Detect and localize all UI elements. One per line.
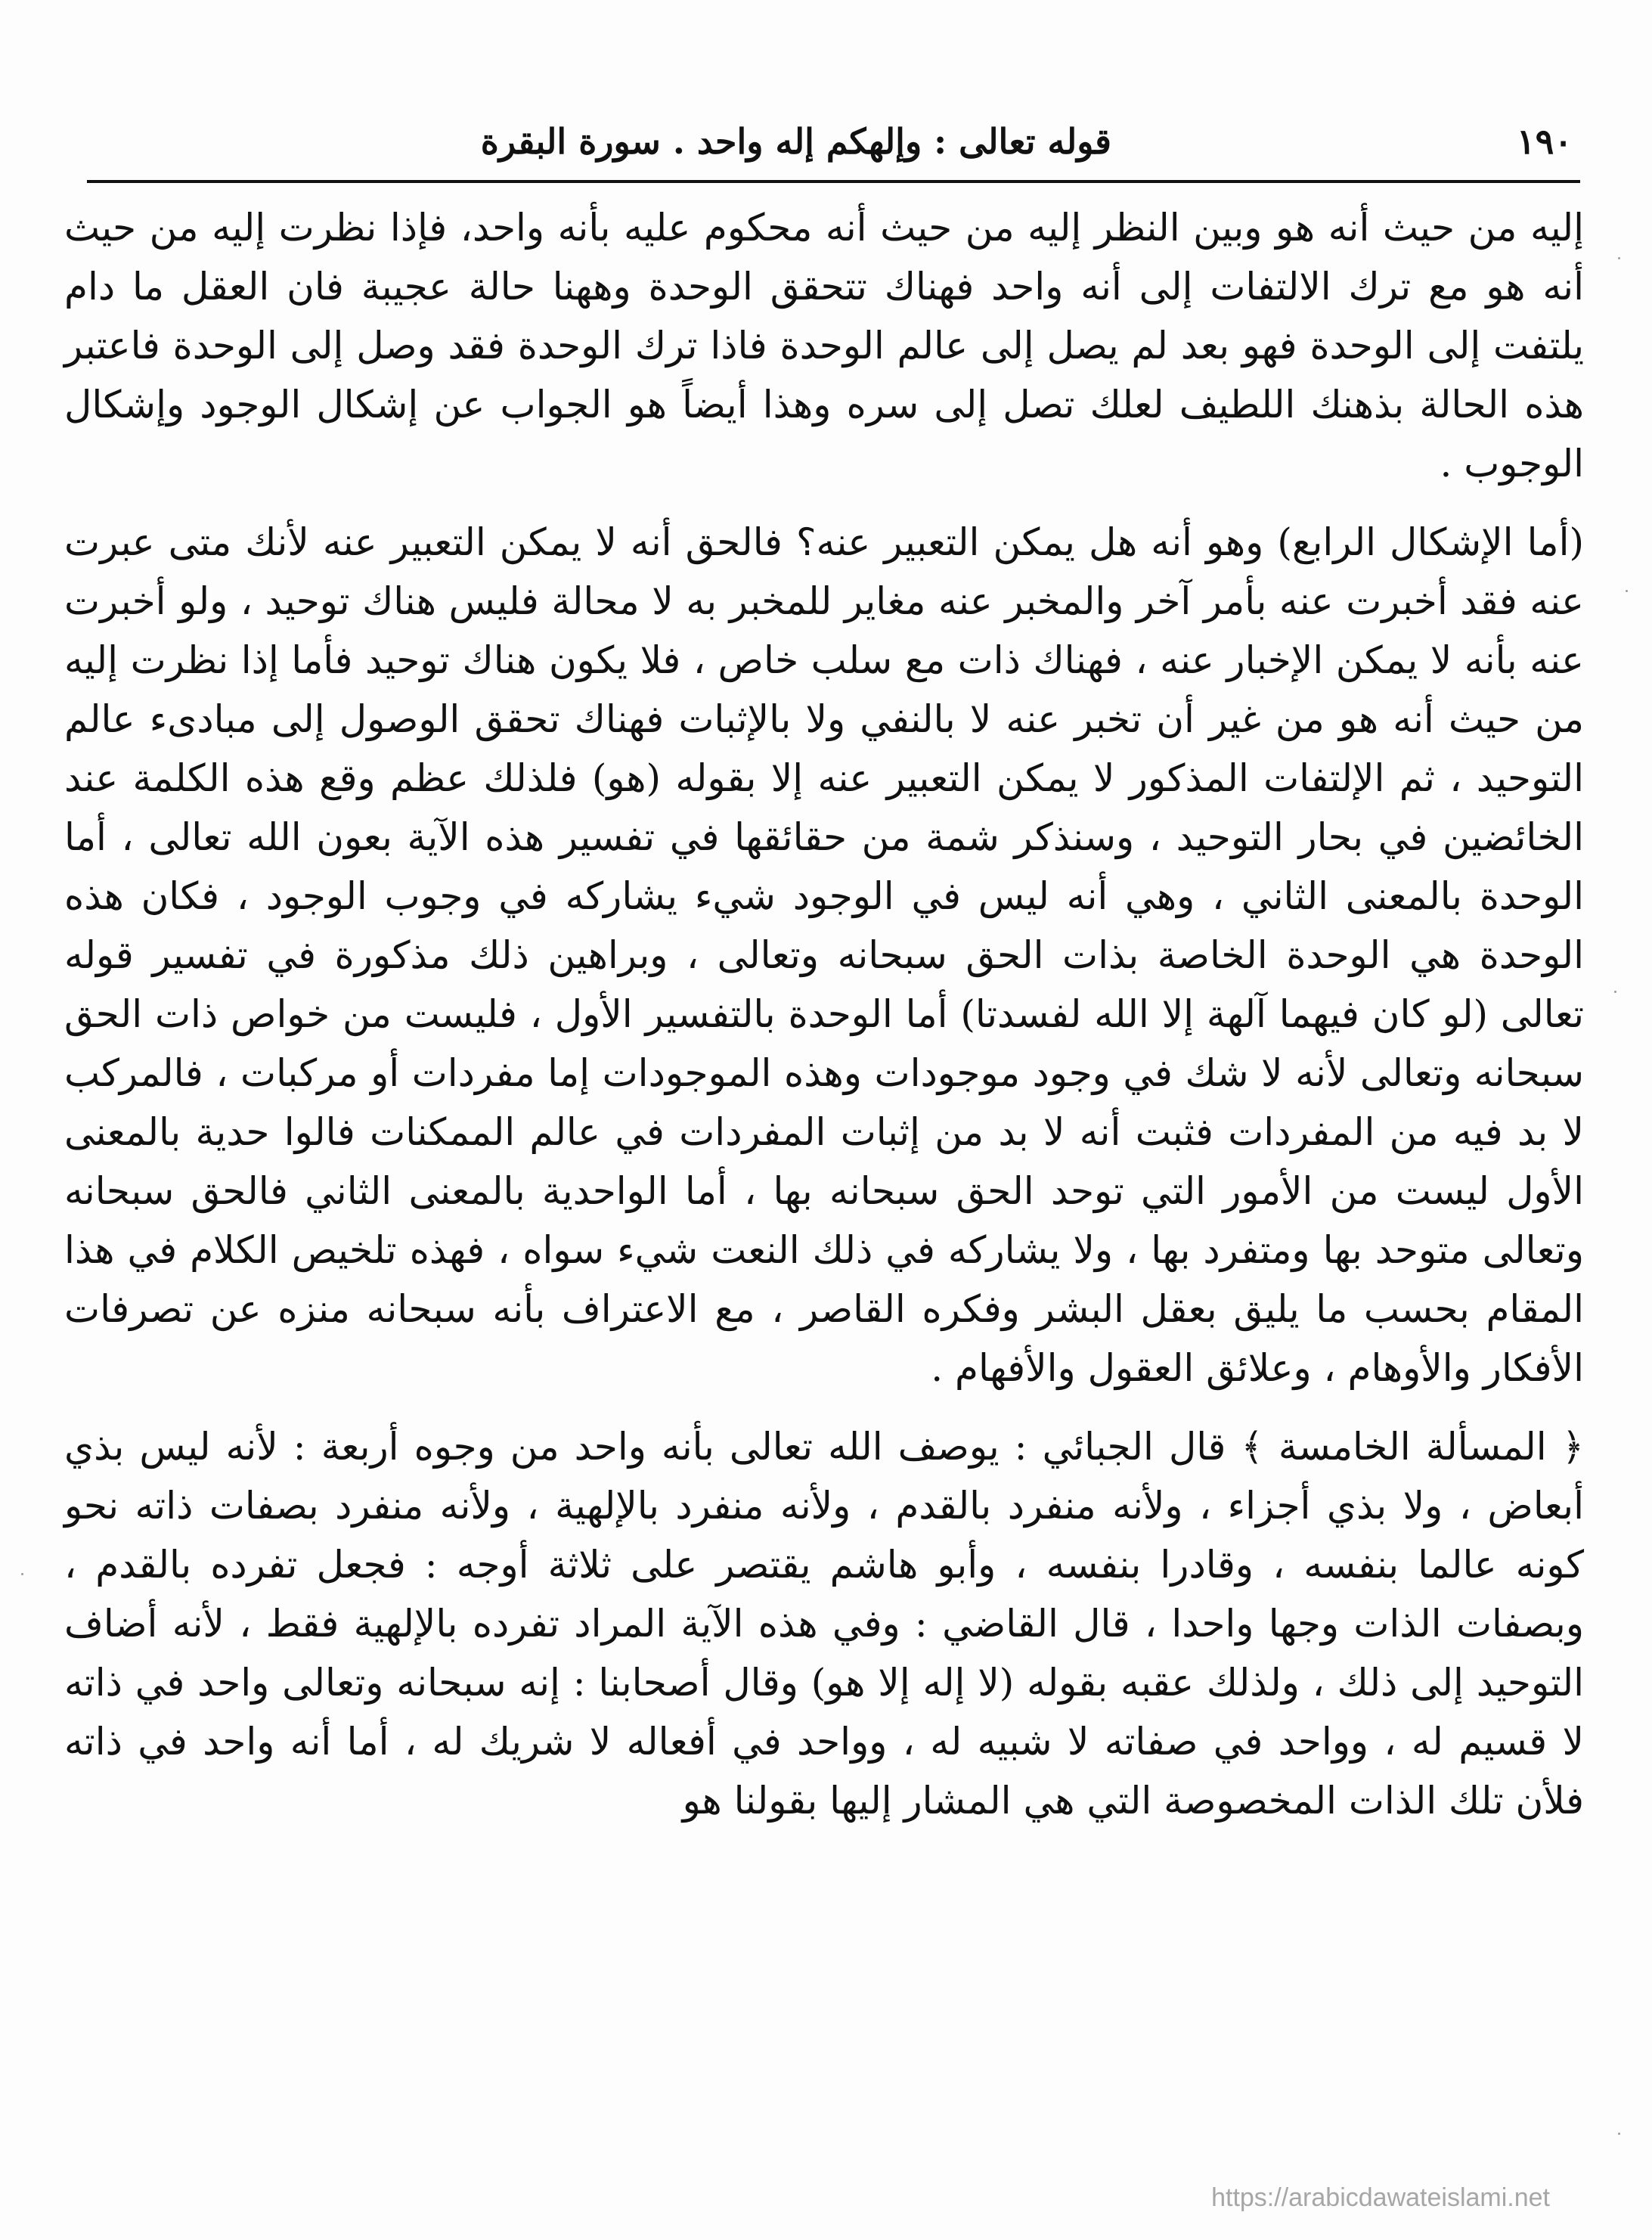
running-head: قوله تعالى : وإلهكم إله واحد . سورة البقرة [480,121,1111,162]
scan-speck [1626,590,1628,592]
paragraph: (أما الإشكال الرابع) وهو أنه هل يمكن التعبير عنه؟ فالحق أنه لا يمكن التعبير عنه لأنك متى عبرت عنه فقد أخبرت عنه بأمر آخر والمخبر عنه مغاير للمخبر به لا محالة فليس هناك توحيد ، ولو أخبرت عنه بأنه لا يمكن الإخبار عنه ، فهناك ذات مع سلب خاص ، فلا يكون هناك توحيد فأما إذا نظرت إليه من حيث أنه هو من غير أن تخبر عنه لا بالنفي ولا بالإثبات فهناك تحقق الوصول إلى مبادىء عالم التوحيد ، ثم الإلتفات المذكور لا يمكن التعبير عنه إلا بقوله (هو) فلذلك عظم وقع هذه الكلمة عند الخائضين في بحار التوحيد ، وسنذكر شمة من حقائقها في تفسير هذه الآية بعون الله تعالى ، أما الوحدة بالمعنى الثاني ، وهي أنه ليس في الوجود شيء يشاركه في وجوب الوجود ، فكان هذه الوحدة هي الوحدة الخاصة بذات الحق سبحانه وتعالى ، وبراهين ذلك مذكورة في تفسير قوله تعالى (لو كان فيهما آلهة إلا الله لفسدتا) أما الوحدة بالتفسير الأول ، فليست من خواص ذات الحق سبحانه وتعالى لأنه لا شك في وجود موجودات وهذه الموجودات إما مفردات أو مركبات ، فالمركب لا بد فيه من المفردات فثبت أنه لا بد من إثبات المفردات في عالم الممكنات فالوا حدية بالمعنى الأول ليست من الأمور التي توحد الحق سبحانه بها ، أما الواحدية بالمعنى الثاني فالحق سبحانه وتعالى متوحد بها ومتفرد بها ، ولا يشاركه في ذلك النعت شيء سواه ، فهذه تلخيص الكلام في هذا المقام بحسب ما يليق بعقل البشر وفكره القاصر ، مع الاعتراف بأنه سبحانه منزه عن تصرفات الأفكار والأوهام ، وعلائق العقول والأفهام . [64,520,1584,1390]
header-divider [87,180,1580,183]
page-number: ١٩٠ [1516,121,1573,162]
scan-speck [1618,2133,1620,2135]
watermark-url: https://arabicdawateislami.net [1211,2183,1550,2212]
paragraph: ﴿ المسألة الخامسة ﴾ قال الجبائي : يوصف الله تعالى بأنه واحد من وجوه أربعة : لأنه ليس بذي أبعاض ، ولا بذي أجزاء ، ولأنه منفرد بالقدم ، ولأنه منفرد بالإلهية ، ولأنه منفرد بصفات ذاته نحو كونه عالما بنفسه ، وقادرا بنفسه ، وأبو هاشم يقتصر على ثلاثة أوجه : فجعل تفرده بالقدم ، وبصفات الذات وجها واحدا ، قال القاضي : وفي هذه الآية المراد تفرده بالإلهية فقط ، لأنه أضاف التوحيد إلى ذلك ، ولذلك عقبه بقوله (لا إله إلا هو) وقال أصحابنا : إنه سبحانه وتعالى واحد في ذاته لا قسيم له ، وواحد في صفاته لا شبيه له ، وواحد في أفعاله لا شريك له ، أما أنه واحد في ذاته فلأن تلك الذات المخصوصة التي هي المشار إليها بقولنا هو [64,1425,1584,1823]
scan-speck [21,1573,23,1575]
paragraph: إليه من حيث أنه هو وبين النظر إليه من حيث أنه محكوم عليه بأنه واحد، فإذا نظرت إليه من حيث أنه هو مع ترك الالتفات إلى أنه واحد فهناك تتحقق الوحدة وههنا حالة عجيبة فان العقل ما دام يلتفت إلى الوحدة فهو بعد لم يصل إلى عالم الوحدة فاذا ترك الوحدة فقد وصل إلى الوحدة فاعتبر هذه الحالة بذهنك اللطيف لعلك تصل إلى سره وهذا أيضاً هو الجواب عن إشكال الوجود وإشكال الوجوب . [64,206,1584,486]
page-body [64,198,1584,1830]
scan-speck [1618,257,1620,259]
scan-speck [1614,991,1616,993]
page-header [83,113,1580,181]
